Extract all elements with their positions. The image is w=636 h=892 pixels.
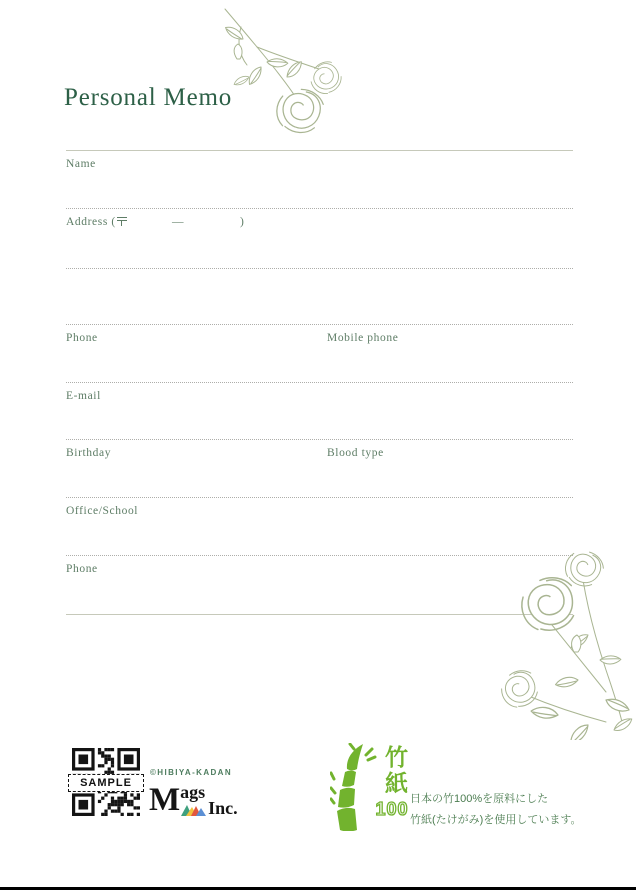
mags-inc-logo — [149, 784, 238, 817]
takegami-note — [410, 789, 581, 831]
email-label: E-mail — [66, 390, 101, 402]
blood-type-label: Blood type — [327, 447, 384, 459]
address-postal-dash: — — [172, 216, 184, 228]
takegami-logo-text: 竹紙 — [382, 745, 408, 797]
mags-zigzag-icon — [180, 803, 207, 816]
hibiya-kadan-copyright: ©HIBIYA-KADAN — [150, 768, 233, 777]
phone2-label: Phone — [66, 563, 98, 575]
office-school-label: Office/School — [66, 505, 139, 517]
takegami-note-line2: 竹紙(たけがみ)を使用しています。 — [410, 814, 582, 826]
mags-logo-initial: M — [149, 782, 180, 818]
field-row-address — [66, 209, 573, 269]
address-label: Address ( — [66, 216, 128, 228]
field-row-email — [66, 383, 573, 440]
field-row-address-extra — [66, 269, 573, 325]
name-label: Name — [66, 158, 96, 170]
takegami-note-line1: 日本の竹100%を原料にした — [410, 793, 549, 805]
field-row-name — [66, 151, 573, 209]
mobile-phone-label: Mobile phone — [327, 332, 399, 344]
bamboo-icon — [330, 743, 378, 831]
postal-mark-icon — [117, 216, 127, 226]
takegami-logo-number: 100 — [375, 799, 409, 819]
rose-illustration-top — [197, 6, 347, 138]
rose-illustration-bottom — [488, 540, 636, 740]
address-close-paren: ) — [240, 216, 244, 228]
field-row-birthday — [66, 440, 573, 498]
sample-watermark: SAMPLE — [68, 774, 144, 792]
birthday-label: Birthday — [66, 447, 112, 459]
mags-logo-suffix: Inc. — [208, 798, 238, 818]
page-bottom-edge — [0, 887, 636, 890]
field-row-phone — [66, 325, 573, 383]
phone-label: Phone — [66, 332, 98, 344]
mags-logo-text: ags — [180, 782, 206, 802]
page-title: Personal Memo — [64, 84, 233, 111]
